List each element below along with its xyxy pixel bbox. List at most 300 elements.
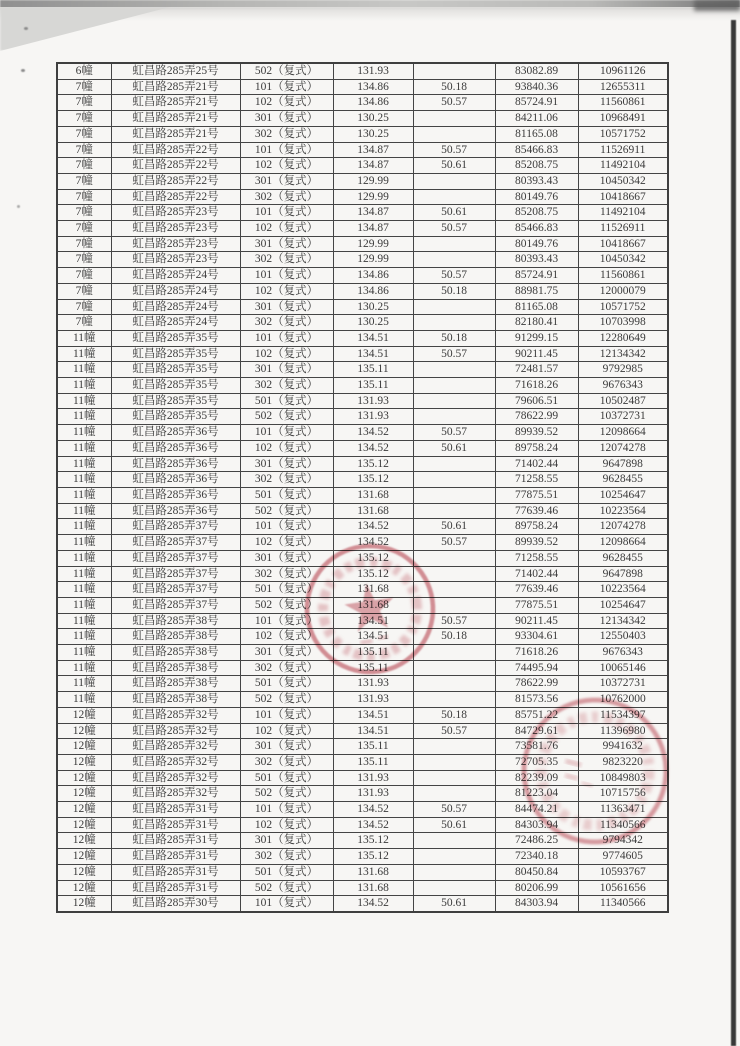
- total-price-cell: 10849803: [578, 770, 668, 786]
- table-row: [57, 315, 668, 331]
- total-price-cell: 9941632: [578, 739, 668, 755]
- table-row: [57, 173, 668, 189]
- gross-area-cell: 129.99: [333, 189, 413, 205]
- unit-price-cell: 85724.91: [495, 95, 578, 111]
- gross-area-cell: 135.12: [333, 566, 413, 582]
- table-row: [57, 268, 668, 284]
- unit-price-cell: 71258.55: [495, 550, 578, 566]
- gross-area-cell: 134.86: [333, 283, 413, 299]
- inner-area-cell: [413, 487, 495, 503]
- unit-number-cell: 501（复式）: [240, 864, 333, 880]
- building-cell: 11幢: [57, 425, 111, 441]
- table-row: [57, 645, 668, 661]
- building-cell: 12幢: [57, 833, 111, 849]
- inner-area-cell: 50.61: [413, 440, 495, 456]
- unit-price-cell: 89758.24: [495, 519, 578, 535]
- inner-area-cell: [413, 252, 495, 268]
- gross-area-cell: 134.86: [333, 79, 413, 95]
- gross-area-cell: 134.52: [333, 440, 413, 456]
- gross-area-cell: 134.52: [333, 425, 413, 441]
- unit-price-cell: 90211.45: [495, 346, 578, 362]
- total-price-cell: 10223564: [578, 582, 668, 598]
- inner-area-cell: 50.57: [413, 425, 495, 441]
- gross-area-cell: 131.68: [333, 503, 413, 519]
- building-cell: 11幢: [57, 409, 111, 425]
- inner-area-cell: 50.57: [413, 268, 495, 284]
- unit-number-cell: 102（复式）: [240, 158, 333, 174]
- unit-price-cell: 91299.15: [495, 330, 578, 346]
- gross-area-cell: 131.68: [333, 597, 413, 613]
- inner-area-cell: 50.18: [413, 629, 495, 645]
- address-cell: 虹昌路285弄32号: [111, 786, 240, 802]
- unit-number-cell: 502（复式）: [240, 409, 333, 425]
- table-row: [57, 378, 668, 394]
- unit-number-cell: 101（复式）: [240, 519, 333, 535]
- building-cell: 11幢: [57, 645, 111, 661]
- table-row: [57, 707, 668, 723]
- total-price-cell: 10571752: [578, 126, 668, 142]
- address-cell: 虹昌路285弄22号: [111, 173, 240, 189]
- unit-price-cell: 81573.56: [495, 692, 578, 708]
- total-price-cell: 10254647: [578, 487, 668, 503]
- unit-price-cell: 72481.57: [495, 362, 578, 378]
- unit-price-cell: 80393.43: [495, 173, 578, 189]
- unit-number-cell: 302（复式）: [240, 189, 333, 205]
- unit-number-cell: 302（复式）: [240, 126, 333, 142]
- inner-area-cell: 50.57: [413, 346, 495, 362]
- total-price-cell: 9774605: [578, 849, 668, 865]
- table-row: [57, 236, 668, 252]
- building-cell: 11幢: [57, 676, 111, 692]
- scan-speck: [17, 205, 20, 208]
- address-cell: 虹昌路285弄31号: [111, 849, 240, 865]
- unit-price-cell: 71402.44: [495, 566, 578, 582]
- gross-area-cell: 130.25: [333, 126, 413, 142]
- inner-area-cell: 50.18: [413, 283, 495, 299]
- gross-area-cell: 134.51: [333, 723, 413, 739]
- total-price-cell: 12098664: [578, 425, 668, 441]
- gross-area-cell: 134.52: [333, 896, 413, 912]
- gross-area-cell: 135.11: [333, 754, 413, 770]
- table-row: [57, 896, 668, 912]
- unit-number-cell: 101（复式）: [240, 205, 333, 221]
- unit-price-cell: 85466.83: [495, 221, 578, 237]
- unit-number-cell: 302（复式）: [240, 472, 333, 488]
- gross-area-cell: 135.11: [333, 660, 413, 676]
- address-cell: 虹昌路285弄22号: [111, 189, 240, 205]
- inner-area-cell: [413, 409, 495, 425]
- unit-number-cell: 302（复式）: [240, 754, 333, 770]
- building-cell: 11幢: [57, 378, 111, 394]
- gross-area-cell: 135.12: [333, 833, 413, 849]
- building-cell: 7幢: [57, 79, 111, 95]
- gross-area-cell: 135.11: [333, 739, 413, 755]
- unit-price-cell: 93304.61: [495, 629, 578, 645]
- inner-area-cell: 50.57: [413, 802, 495, 818]
- unit-number-cell: 102（复式）: [240, 817, 333, 833]
- unit-number-cell: 302（复式）: [240, 378, 333, 394]
- address-cell: 虹昌路285弄23号: [111, 252, 240, 268]
- building-cell: 7幢: [57, 299, 111, 315]
- inner-area-cell: 50.57: [413, 95, 495, 111]
- gross-area-cell: 134.51: [333, 707, 413, 723]
- table-row: [57, 472, 668, 488]
- building-cell: 11幢: [57, 550, 111, 566]
- gross-area-cell: 135.12: [333, 472, 413, 488]
- unit-number-cell: 502（复式）: [240, 692, 333, 708]
- building-cell: 11幢: [57, 692, 111, 708]
- inner-area-cell: [413, 833, 495, 849]
- building-cell: 7幢: [57, 315, 111, 331]
- building-cell: 11幢: [57, 440, 111, 456]
- address-cell: 虹昌路285弄37号: [111, 535, 240, 551]
- table-row: [57, 535, 668, 551]
- address-cell: 虹昌路285弄35号: [111, 378, 240, 394]
- inner-area-cell: [413, 754, 495, 770]
- unit-price-cell: 89939.52: [495, 535, 578, 551]
- gross-area-cell: 130.25: [333, 315, 413, 331]
- gross-area-cell: 129.99: [333, 252, 413, 268]
- gross-area-cell: 134.52: [333, 535, 413, 551]
- total-price-cell: 9792985: [578, 362, 668, 378]
- unit-price-cell: 84729.61: [495, 723, 578, 739]
- gross-area-cell: 134.86: [333, 95, 413, 111]
- building-cell: 11幢: [57, 487, 111, 503]
- table-row: [57, 676, 668, 692]
- total-price-cell: 12000079: [578, 283, 668, 299]
- inner-area-cell: [413, 849, 495, 865]
- table-row: [57, 95, 668, 111]
- building-cell: 11幢: [57, 582, 111, 598]
- inner-area-cell: [413, 362, 495, 378]
- address-cell: 虹昌路285弄31号: [111, 817, 240, 833]
- gross-area-cell: 131.93: [333, 786, 413, 802]
- unit-number-cell: 102（复式）: [240, 535, 333, 551]
- table-row: [57, 786, 668, 802]
- address-cell: 虹昌路285弄32号: [111, 754, 240, 770]
- building-cell: 12幢: [57, 880, 111, 896]
- unit-price-cell: 81223.04: [495, 786, 578, 802]
- total-price-cell: 11492104: [578, 205, 668, 221]
- unit-price-cell: 80450.84: [495, 864, 578, 880]
- table-row: [57, 864, 668, 880]
- total-price-cell: 10762000: [578, 692, 668, 708]
- unit-price-cell: 80206.99: [495, 880, 578, 896]
- inner-area-cell: [413, 676, 495, 692]
- total-price-cell: 10561656: [578, 880, 668, 896]
- unit-number-cell: 302（复式）: [240, 566, 333, 582]
- gross-area-cell: 134.51: [333, 613, 413, 629]
- unit-number-cell: 302（复式）: [240, 660, 333, 676]
- address-cell: 虹昌路285弄38号: [111, 660, 240, 676]
- unit-price-cell: 74495.94: [495, 660, 578, 676]
- total-price-cell: 10372731: [578, 676, 668, 692]
- unit-number-cell: 302（复式）: [240, 849, 333, 865]
- total-price-cell: 10593767: [578, 864, 668, 880]
- address-cell: 虹昌路285弄23号: [111, 221, 240, 237]
- building-cell: 12幢: [57, 739, 111, 755]
- unit-price-cell: 80149.76: [495, 236, 578, 252]
- table-row: [57, 802, 668, 818]
- building-cell: 12幢: [57, 864, 111, 880]
- total-price-cell: 10968491: [578, 111, 668, 127]
- unit-price-cell: 85724.91: [495, 268, 578, 284]
- gross-area-cell: 135.12: [333, 456, 413, 472]
- table-row: [57, 692, 668, 708]
- table-row: [57, 770, 668, 786]
- total-price-cell: 10703998: [578, 315, 668, 331]
- building-cell: 7幢: [57, 268, 111, 284]
- inner-area-cell: [413, 739, 495, 755]
- total-price-cell: 9676343: [578, 645, 668, 661]
- address-cell: 虹昌路285弄22号: [111, 158, 240, 174]
- address-cell: 虹昌路285弄32号: [111, 707, 240, 723]
- gross-area-cell: 134.52: [333, 802, 413, 818]
- unit-number-cell: 502（复式）: [240, 63, 333, 79]
- unit-number-cell: 501（复式）: [240, 582, 333, 598]
- address-cell: 虹昌路285弄32号: [111, 770, 240, 786]
- total-price-cell: 12550403: [578, 629, 668, 645]
- total-price-cell: 10065146: [578, 660, 668, 676]
- address-cell: 虹昌路285弄30号: [111, 896, 240, 912]
- price-table: [56, 62, 669, 913]
- building-cell: 7幢: [57, 111, 111, 127]
- inner-area-cell: [413, 786, 495, 802]
- inner-area-cell: [413, 472, 495, 488]
- total-price-cell: 10450342: [578, 173, 668, 189]
- building-cell: 7幢: [57, 158, 111, 174]
- building-cell: 12幢: [57, 817, 111, 833]
- address-cell: 虹昌路285弄36号: [111, 503, 240, 519]
- total-price-cell: 11526911: [578, 142, 668, 158]
- total-price-cell: 11526911: [578, 221, 668, 237]
- table-row: [57, 754, 668, 770]
- unit-price-cell: 73581.76: [495, 739, 578, 755]
- unit-price-cell: 72486.25: [495, 833, 578, 849]
- building-cell: 11幢: [57, 660, 111, 676]
- unit-price-cell: 79606.51: [495, 393, 578, 409]
- unit-number-cell: 502（复式）: [240, 880, 333, 896]
- building-cell: 7幢: [57, 126, 111, 142]
- inner-area-cell: 50.61: [413, 158, 495, 174]
- total-price-cell: 10450342: [578, 252, 668, 268]
- total-price-cell: 11340566: [578, 817, 668, 833]
- table-row: [57, 330, 668, 346]
- building-cell: 12幢: [57, 896, 111, 912]
- address-cell: 虹昌路285弄31号: [111, 880, 240, 896]
- unit-number-cell: 102（复式）: [240, 283, 333, 299]
- building-cell: 11幢: [57, 519, 111, 535]
- inner-area-cell: [413, 189, 495, 205]
- table-row: [57, 880, 668, 896]
- unit-number-cell: 101（复式）: [240, 707, 333, 723]
- building-cell: 11幢: [57, 566, 111, 582]
- address-cell: 虹昌路285弄32号: [111, 723, 240, 739]
- inner-area-cell: 50.61: [413, 519, 495, 535]
- address-cell: 虹昌路285弄38号: [111, 629, 240, 645]
- inner-area-cell: [413, 315, 495, 331]
- table-row: [57, 833, 668, 849]
- total-price-cell: 11534397: [578, 707, 668, 723]
- table-row: [57, 63, 668, 79]
- address-cell: 虹昌路285弄31号: [111, 802, 240, 818]
- unit-price-cell: 85208.75: [495, 158, 578, 174]
- total-price-cell: 11363471: [578, 802, 668, 818]
- address-cell: 虹昌路285弄37号: [111, 519, 240, 535]
- building-cell: 11幢: [57, 472, 111, 488]
- building-cell: 11幢: [57, 346, 111, 362]
- table-row: [57, 252, 668, 268]
- address-cell: 虹昌路285弄21号: [111, 79, 240, 95]
- inner-area-cell: 50.57: [413, 221, 495, 237]
- scan-speck: [24, 27, 28, 30]
- inner-area-cell: [413, 660, 495, 676]
- total-price-cell: 9628455: [578, 550, 668, 566]
- table-row: [57, 362, 668, 378]
- inner-area-cell: [413, 597, 495, 613]
- unit-price-cell: 71402.44: [495, 456, 578, 472]
- unit-price-cell: 85466.83: [495, 142, 578, 158]
- unit-price-cell: 90211.45: [495, 613, 578, 629]
- address-cell: 虹昌路285弄23号: [111, 205, 240, 221]
- inner-area-cell: 50.61: [413, 896, 495, 912]
- inner-area-cell: [413, 645, 495, 661]
- unit-price-cell: 84474.21: [495, 802, 578, 818]
- address-cell: 虹昌路285弄24号: [111, 315, 240, 331]
- price-table-grid: [56, 62, 669, 913]
- unit-price-cell: 82239.09: [495, 770, 578, 786]
- gross-area-cell: 130.25: [333, 111, 413, 127]
- gross-area-cell: 129.99: [333, 236, 413, 252]
- total-price-cell: 11560861: [578, 95, 668, 111]
- table-row: [57, 189, 668, 205]
- building-cell: 11幢: [57, 393, 111, 409]
- unit-number-cell: 501（复式）: [240, 676, 333, 692]
- total-price-cell: 12098664: [578, 535, 668, 551]
- building-cell: 11幢: [57, 597, 111, 613]
- address-cell: 虹昌路285弄38号: [111, 645, 240, 661]
- building-cell: 11幢: [57, 456, 111, 472]
- table-row: [57, 283, 668, 299]
- total-price-cell: 9647898: [578, 566, 668, 582]
- inner-area-cell: 50.18: [413, 79, 495, 95]
- inner-area-cell: [413, 393, 495, 409]
- building-cell: 7幢: [57, 236, 111, 252]
- table-row: [57, 487, 668, 503]
- inner-area-cell: [413, 770, 495, 786]
- inner-area-cell: [413, 111, 495, 127]
- gross-area-cell: 131.93: [333, 692, 413, 708]
- total-price-cell: 9647898: [578, 456, 668, 472]
- building-cell: 12幢: [57, 770, 111, 786]
- table-row: [57, 456, 668, 472]
- address-cell: 虹昌路285弄21号: [111, 111, 240, 127]
- address-cell: 虹昌路285弄21号: [111, 95, 240, 111]
- address-cell: 虹昌路285弄31号: [111, 833, 240, 849]
- inner-area-cell: [413, 566, 495, 582]
- total-price-cell: 9676343: [578, 378, 668, 394]
- gross-area-cell: 131.68: [333, 487, 413, 503]
- table-row: [57, 79, 668, 95]
- building-cell: 12幢: [57, 707, 111, 723]
- unit-price-cell: 77639.46: [495, 503, 578, 519]
- gross-area-cell: 134.52: [333, 817, 413, 833]
- address-cell: 虹昌路285弄35号: [111, 330, 240, 346]
- unit-price-cell: 88981.75: [495, 283, 578, 299]
- total-price-cell: 10254647: [578, 597, 668, 613]
- address-cell: 虹昌路285弄38号: [111, 613, 240, 629]
- total-price-cell: 12655311: [578, 79, 668, 95]
- table-row: [57, 503, 668, 519]
- address-cell: 虹昌路285弄36号: [111, 425, 240, 441]
- inner-area-cell: [413, 378, 495, 394]
- address-cell: 虹昌路285弄25号: [111, 63, 240, 79]
- unit-number-cell: 301（复式）: [240, 299, 333, 315]
- table-row: [57, 582, 668, 598]
- unit-price-cell: 85208.75: [495, 205, 578, 221]
- unit-price-cell: 84303.94: [495, 817, 578, 833]
- gross-area-cell: 131.93: [333, 770, 413, 786]
- address-cell: 虹昌路285弄37号: [111, 550, 240, 566]
- scan-edge-line: [731, 20, 736, 1046]
- building-cell: 12幢: [57, 802, 111, 818]
- unit-price-cell: 84303.94: [495, 896, 578, 912]
- inner-area-cell: [413, 299, 495, 315]
- unit-number-cell: 101（复式）: [240, 802, 333, 818]
- table-row: [57, 158, 668, 174]
- unit-price-cell: 84211.06: [495, 111, 578, 127]
- table-row: [57, 739, 668, 755]
- building-cell: 7幢: [57, 205, 111, 221]
- building-cell: 7幢: [57, 283, 111, 299]
- gross-area-cell: 135.12: [333, 550, 413, 566]
- inner-area-cell: [413, 126, 495, 142]
- unit-number-cell: 301（复式）: [240, 645, 333, 661]
- total-price-cell: 12134342: [578, 346, 668, 362]
- building-cell: 11幢: [57, 503, 111, 519]
- unit-price-cell: 77639.46: [495, 582, 578, 598]
- total-price-cell: 9823220: [578, 754, 668, 770]
- inner-area-cell: [413, 692, 495, 708]
- address-cell: 虹昌路285弄37号: [111, 597, 240, 613]
- inner-area-cell: 50.18: [413, 330, 495, 346]
- address-cell: 虹昌路285弄38号: [111, 676, 240, 692]
- unit-price-cell: 85751.22: [495, 707, 578, 723]
- table-row: [57, 142, 668, 158]
- building-cell: 6幢: [57, 63, 111, 79]
- address-cell: 虹昌路285弄21号: [111, 126, 240, 142]
- table-row: [57, 660, 668, 676]
- unit-price-cell: 80149.76: [495, 189, 578, 205]
- unit-price-cell: 80393.43: [495, 252, 578, 268]
- unit-price-cell: 71618.26: [495, 378, 578, 394]
- building-cell: 7幢: [57, 142, 111, 158]
- table-row: [57, 126, 668, 142]
- building-cell: 7幢: [57, 95, 111, 111]
- unit-number-cell: 301（复式）: [240, 833, 333, 849]
- gross-area-cell: 134.51: [333, 629, 413, 645]
- address-cell: 虹昌路285弄35号: [111, 393, 240, 409]
- unit-number-cell: 302（复式）: [240, 252, 333, 268]
- inner-area-cell: 50.57: [413, 613, 495, 629]
- table-row: [57, 409, 668, 425]
- address-cell: 虹昌路285弄35号: [111, 346, 240, 362]
- scan-edge-smudge: [694, 0, 740, 11]
- address-cell: 虹昌路285弄22号: [111, 142, 240, 158]
- inner-area-cell: 50.18: [413, 707, 495, 723]
- total-price-cell: 11492104: [578, 158, 668, 174]
- unit-price-cell: 78622.99: [495, 409, 578, 425]
